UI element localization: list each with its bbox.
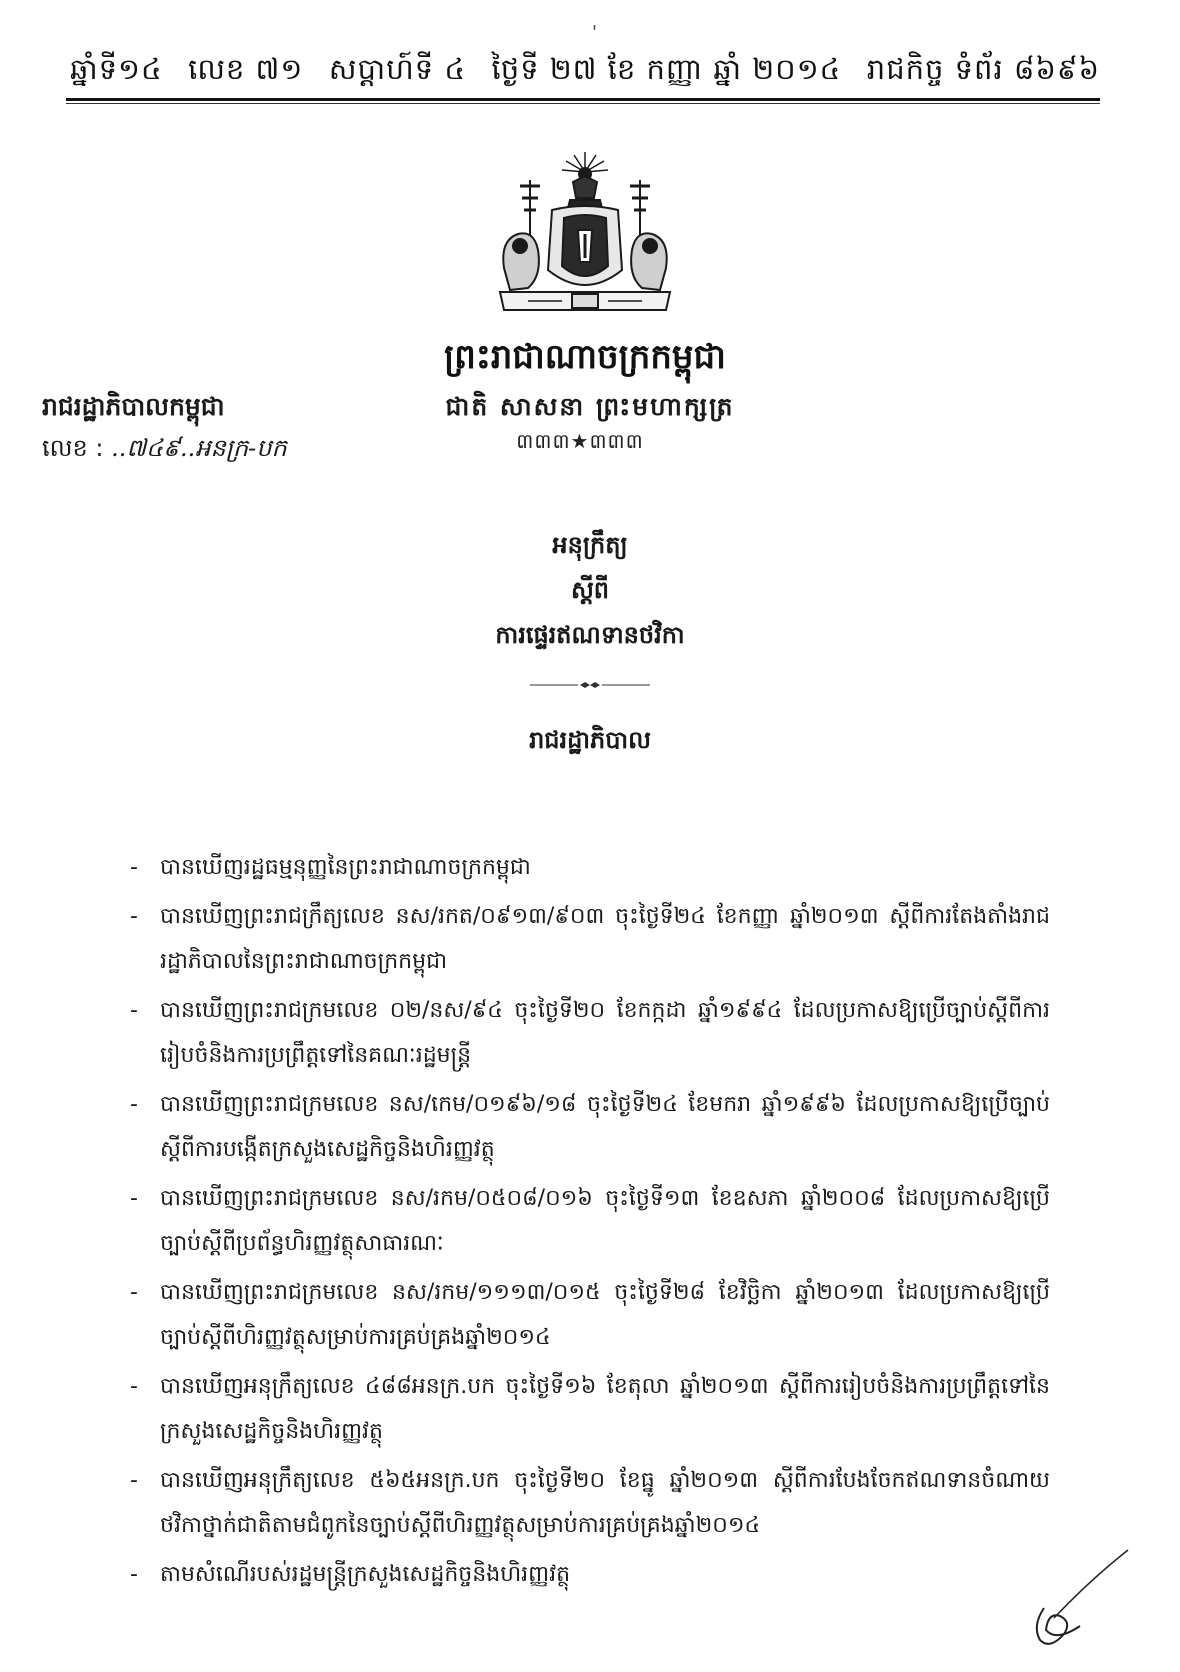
bullet-dash: - [130, 1280, 138, 1305]
bullet-dash: - [130, 998, 138, 1023]
reference-number-line [42, 433, 287, 468]
reference-number-value: ..៧៤៩..អនក្រ-បក [111, 434, 287, 462]
preamble-clause [130, 1364, 1050, 1454]
clause-text: បានឃើញអនុក្រឹត្យលេខ ៥៦៥អនក្រ.បក ចុះថ្ងៃទី២០ ខែធ្នូ ឆ្នាំ២០១៣ ស្តីពីការបែងចែកឥណទានចំណាយថវិកាថ្នាក់ជាតិតាមជំពូកនៃច្បាប់ស្តីពីហិរញ្ញវត្ថុសម្រាប់ការគ្រប់គ្រងឆ្នាំ២០១៤ [160, 1468, 1050, 1538]
top-mark: ' [592, 22, 597, 43]
clause-text: បានឃើញអនុក្រឹត្យលេខ ៤៨៨អនក្រ.បក ចុះថ្ងៃទី១៦ ខែតុលា ឆ្នាំ២០១៣ ស្តីពីការរៀបចំនិងការប្រព្រឹត្តទៅនៃក្រសួងសេដ្ឋកិច្ចនិងហិរញ្ញវត្ថុ [160, 1374, 1050, 1444]
document-about: ស្តីពី [570, 576, 610, 604]
preamble-clause [130, 1552, 1050, 1597]
clause-text: បានឃើញរដ្ឋធម្មនុញ្ញនៃព្រះរាជាណាចក្រកម្ពុជា [160, 855, 531, 880]
ornamental-divider [530, 680, 650, 690]
gazette-week: សប្តាហ៍ទី ៤ [328, 52, 466, 86]
document-subject: ការផ្ទេរឥណទានថវិកា [495, 621, 685, 649]
motto-ornament: ៣៣៣★៣៣៣ [516, 429, 644, 453]
clause-text: តាមសំណើរបស់រដ្ឋមន្ត្រីក្រសួងសេដ្ឋកិច្ចនិងហិរញ្ញវត្ថុ [160, 1562, 571, 1587]
preamble-clause [130, 894, 1050, 984]
preamble-clause [130, 845, 1050, 890]
gazette-date: ថ្ងៃទី ២៧ ខែ កញ្ញា ឆ្នាំ ២០១៤ [491, 52, 842, 86]
bullet-dash: - [130, 1092, 138, 1117]
clause-text: បានឃើញព្រះរាជក្រឹត្យលេខ នស/រកត/០៩១៣/៩០៣ ចុះថ្ងៃទី២៤ ខែកញ្ញា ឆ្នាំ២០១៣ ស្តីពីការតែងតាំងរាជរដ្ឋាភិបាលនៃព្រះរាជាណាចក្រកម្ពុជា [160, 904, 1050, 974]
clause-text: បានឃើញព្រះរាជក្រមលេខ នស/រកម/០៥០៨/០១៦ ចុះថ្ងៃទី១៣ ខែឧសភា ឆ្នាំ២០០៨ ដែលប្រកាសឱ្យប្រើច្បាប់ស្តីពីប្រព័ន្ធហិរញ្ញវត្ថុសាធារណៈ [160, 1186, 1050, 1256]
bullet-dash: - [130, 1468, 138, 1493]
gazette-year: ឆ្នាំទី១៤ [70, 52, 163, 86]
clause-text: បានឃើញព្រះរាជក្រមលេខ នស/កេម/០១៩៦/១៨ ចុះថ្ងៃទី២៤ ខែមករា ឆ្នាំ១៩៩៦ ដែលប្រកាសឱ្យប្រើច្បាប់ស្តីពីការបង្កើតក្រសួងសេដ្ឋកិច្ចនិងហិរញ្ញវត្ថុ [160, 1092, 1050, 1162]
preamble-clause [130, 1458, 1050, 1548]
document-type: អនុក្រឹត្យ [552, 531, 628, 559]
gazette-page-ref: រាជកិច្ច ទំព័រ ៨៦៩៦ [866, 52, 1100, 86]
bullet-dash: - [130, 904, 138, 929]
bullet-dash: - [130, 1374, 138, 1399]
gazette-issue: លេខ ៧១ [188, 52, 304, 86]
bullet-dash: - [130, 1562, 138, 1587]
bullet-dash: - [130, 1186, 138, 1211]
preamble-clause [130, 1176, 1050, 1266]
royal-coat-of-arms-icon [490, 150, 680, 330]
initials-signature-icon [1010, 1530, 1130, 1650]
preamble-clause [130, 1270, 1050, 1360]
issuing-authority: រាជរដ្ឋាភិបាល [529, 726, 651, 754]
preamble-clauses [130, 845, 1050, 1601]
bullet-dash: - [130, 855, 138, 880]
gazette-header [70, 52, 1100, 94]
issuing-government: រាជរដ្ឋាភិបាលកម្ពុជា [42, 392, 225, 421]
clause-text: បានឃើញព្រះរាជក្រមលេខ នស/រកម/១១១៣/០១៥ ចុះថ្ងៃទី២៨ ខែវិច្ឆិកា ឆ្នាំ២០១៣ ដែលប្រកាសឱ្យប្រើច្បាប់ស្តីពីហិរញ្ញវត្ថុសម្រាប់ការគ្រប់គ្រងឆ្នាំ២០១៤ [160, 1280, 1050, 1350]
reference-number-label: លេខ : [42, 434, 104, 462]
header-rule [66, 98, 1100, 104]
clause-text: បានឃើញព្រះរាជក្រមលេខ ០២/នស/៩៤ ចុះថ្ងៃទី២០ ខែកក្កដា ឆ្នាំ១៩៩៤ ដែលប្រកាសឱ្យប្រើច្បាប់ស្តីពីការរៀបចំនិងការប្រព្រឹត្តទៅនៃគណៈរដ្ឋមន្ត្រី [160, 998, 1050, 1068]
kingdom-title: ព្រះរាជាណាចក្រកម្ពុជា [444, 337, 726, 377]
preamble-clause [130, 988, 1050, 1078]
preamble-clause [130, 1082, 1050, 1172]
national-motto: ជាតិ សាសនា ព្រះមហាក្សត្រ [445, 392, 735, 421]
